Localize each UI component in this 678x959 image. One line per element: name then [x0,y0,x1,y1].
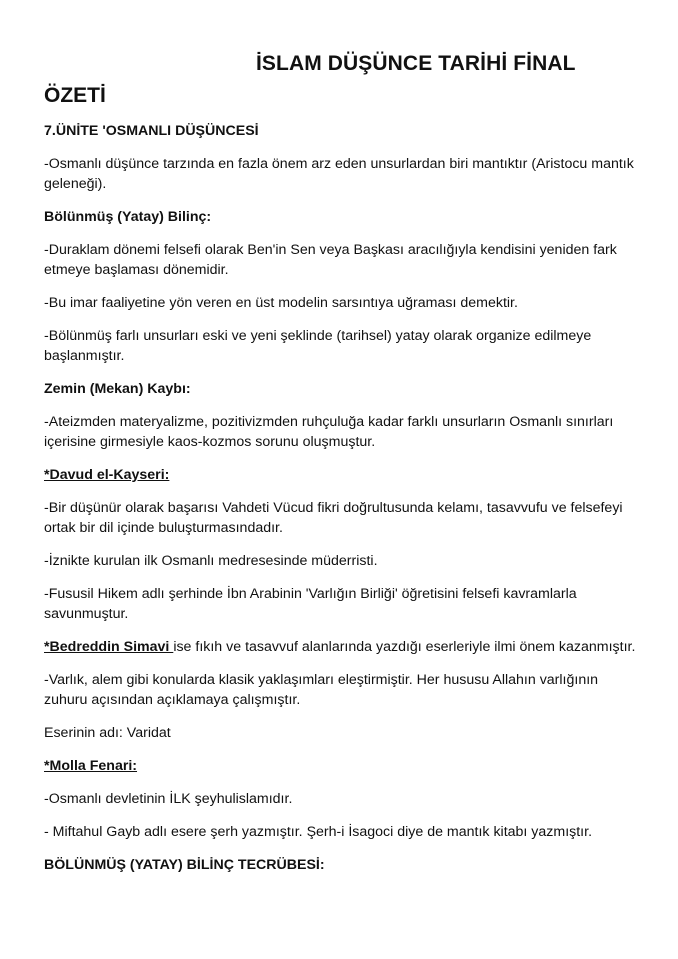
unit-heading: 7.ÜNİTE 'OSMANLI DÜŞÜNCESİ [44,123,259,139]
section-heading-davud: *Davud el-Kayseri: [44,467,170,483]
section-heading-bolunmus-tecrube: BÖLÜNMÜŞ (YATAY) BİLİNÇ TECRÜBESİ: [44,857,325,873]
bedreddin-name: *Bedreddin Simavi [44,639,174,655]
paragraph-farli: -Bölünmüş farlı unsurları eski ve yeni şeklinde (tarihsel) yatay olarak organize edilmeye başlanmıştır. [44,328,592,364]
paragraph-eser: Eserinin adı: Varidat [44,725,171,741]
document-body [44,121,644,888]
paragraph-bedreddin [44,637,644,657]
paragraph-intro: -Osmanlı düşünce tarzında en fazla önem arz eden unsurlardan biri mantıktır (Aristocu mantık geleneği). [44,156,634,192]
section-heading-molla: *Molla Fenari: [44,758,138,774]
paragraph-duraklam: -Duraklam dönemi felsefi olarak Ben'in Sen veya Başkası aracılığıyla kendisini yeniden fark etmeye başlaması dönemidir. [44,242,617,278]
paragraph-imar: -Bu imar faaliyetine yön veren en üst modelin sarsıntıya uğraması demektir. [44,295,518,311]
paragraph-davud-1: -Bir düşünür olarak başarısı Vahdeti Vücud fikri doğrultusunda kelamı, tasavvufu ve felsefeyi ortak bir dil içinde buluşturmasındadır. [44,500,623,536]
paragraph-molla-1: -Osmanlı devletinin İLK şeyhulislamıdır. [44,791,293,807]
paragraph-molla-2: - Miftahul Gayb adlı esere şerh yazmıştır. Şerh-i İsagoci diye de mantık kitabı yazmıştır. [44,824,593,840]
paragraph-davud-2: -İznikte kurulan ilk Osmanlı medresesinde müderristi. [44,553,378,569]
paragraph-ateizm: -Ateizmden materyalizme, pozitivizmden ruhçuluğa kadar farklı unsurların Osmanlı sınırları içerisine girmesiyle kaos-kozmos sorunu oluşmuştur. [44,414,614,450]
section-heading-zemin: Zemin (Mekan) Kaybı: [44,381,191,397]
document-title: İSLAM DÜŞÜNCE TARİHİ FİNAL [256,52,576,75]
bedreddin-text: ise fıkıh ve tasavvuf alanlarında yazdığı eserleriyle ilmi önem kazanmıştır. [173,639,636,655]
document-title-continued: ÖZETİ [44,84,106,107]
paragraph-davud-3: -Fususil Hikem adlı şerhinde İbn Arabinin 'Varlığın Birliği' öğretisini felsefi kavramlarla savunmuştur. [44,586,577,622]
paragraph-varlik: -Varlık, alem gibi konularda klasik yaklaşımları eleştirmiştir. Her hususu Allahın varlığının zuhuru açısından açıklamaya çalışmıştır. [44,672,599,708]
section-heading-bolunmus: Bölünmüş (Yatay) Bilinç: [44,209,212,225]
